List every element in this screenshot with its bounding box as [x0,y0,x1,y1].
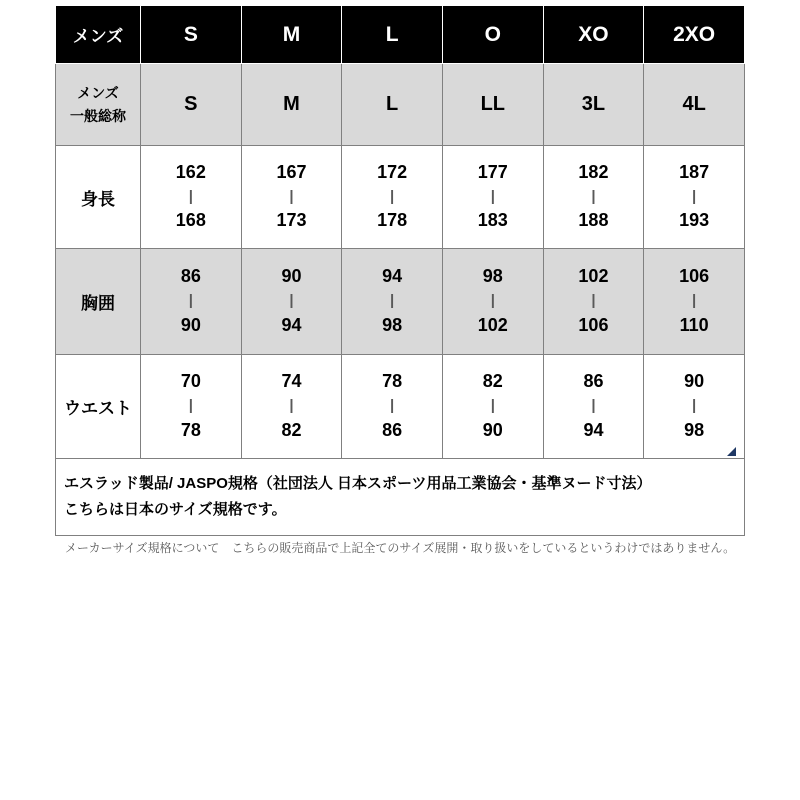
waist-row-label: ウエスト [56,355,141,459]
range-max: 90 [482,419,503,440]
header-size-cell: M [241,6,342,64]
range-separator: | [692,187,697,205]
range-min: 82 [482,371,503,392]
header-row [56,6,745,64]
range-min: 94 [382,266,403,287]
footer-line2: こちらは日本のサイズ規格です。 [64,501,287,518]
range-min: 106 [679,266,710,287]
range-separator: | [692,292,697,310]
range-cell [141,249,242,355]
range-min: 74 [281,371,302,392]
range-min: 78 [382,371,403,392]
general-label-cell [56,64,141,146]
range-cell [442,146,543,249]
general-size-cell: 4L [644,64,745,146]
range-max: 86 [382,419,403,440]
general-size-cell: L [342,64,443,146]
range-separator: | [188,397,193,415]
range-max: 98 [382,314,403,335]
range-max: 110 [679,314,709,335]
range-min: 177 [477,161,508,182]
range-max: 106 [578,314,609,335]
range-cell [342,355,443,459]
range-separator: | [490,397,495,415]
range-cell [141,355,242,459]
range-min: 187 [679,161,710,182]
header-size-cell: L [342,6,443,64]
chest-row-label: 胸囲 [56,249,141,355]
maker-size-note: メーカーサイズ規格について こちらの販売商品で上記全てのサイズ展開・取り扱いをしているというわけではありません。 [64,541,736,555]
range-separator: | [390,187,395,205]
cell-marker-triangle-icon [727,447,736,456]
general-size-cell: 3L [543,64,644,146]
range-min: 70 [180,371,201,392]
general-size-cell: M [241,64,342,146]
range-separator: | [390,292,395,310]
range-cell [543,355,644,459]
range-max: 78 [180,419,201,440]
range-separator: | [188,292,193,310]
general-size-cell: S [141,64,242,146]
header-category-cell: メンズ [56,6,141,64]
range-separator: | [490,292,495,310]
range-min: 90 [281,266,302,287]
general-label-line2: 一般総称 [70,107,126,124]
general-size-row [56,64,745,146]
range-max: 90 [180,314,201,335]
range-max: 94 [281,314,302,335]
footer-line1: エスラッド製品/ JASPO規格（社団法人 日本スポーツ用品工業協会・基準ヌード寸法） [64,474,652,492]
range-min: 167 [276,161,307,182]
chest-row [56,249,745,355]
range-cell [241,355,342,459]
range-max: 173 [276,210,307,231]
range-separator: | [289,187,294,205]
header-size-cell: 2XO [644,6,745,64]
height-row-label: 身長 [56,146,141,249]
range-max: 82 [281,419,302,440]
mens-size-chart-table [55,5,745,536]
range-min: 102 [578,266,609,287]
range-cell [241,249,342,355]
waist-row [56,355,745,459]
footer-row [56,459,745,536]
range-separator: | [692,397,697,415]
range-cell [644,249,745,355]
range-separator: | [591,187,596,205]
range-min: 86 [180,266,201,287]
range-cell [342,249,443,355]
range-max: 183 [477,210,508,231]
range-cell [141,146,242,249]
range-separator: | [188,187,193,205]
range-separator: | [591,292,596,310]
range-separator: | [390,397,395,415]
range-cell [543,146,644,249]
header-size-cell: XO [543,6,644,64]
range-min: 86 [583,371,604,392]
range-max: 168 [175,210,206,231]
range-max: 94 [583,419,604,440]
range-separator: | [490,187,495,205]
height-row [56,146,745,249]
range-cell [241,146,342,249]
range-min: 172 [377,161,408,182]
range-max: 178 [377,210,408,231]
range-min: 182 [578,161,609,182]
general-label-line1: メンズ [77,85,119,102]
range-max: 188 [578,210,609,231]
range-cell [442,249,543,355]
range-min: 90 [684,371,705,392]
footer-cell [56,459,745,536]
range-cell [342,146,443,249]
range-max: 193 [679,210,710,231]
range-min: 98 [482,266,503,287]
range-separator: | [591,397,596,415]
range-cell [644,146,745,249]
range-cell [543,249,644,355]
general-size-cell: LL [442,64,543,146]
range-cell [442,355,543,459]
header-size-cell: S [141,6,242,64]
range-min: 162 [175,161,206,182]
header-size-cell: O [442,6,543,64]
range-cell [644,355,745,459]
range-separator: | [289,397,294,415]
range-separator: | [289,292,294,310]
range-max: 102 [477,314,508,335]
range-max: 98 [684,419,705,440]
